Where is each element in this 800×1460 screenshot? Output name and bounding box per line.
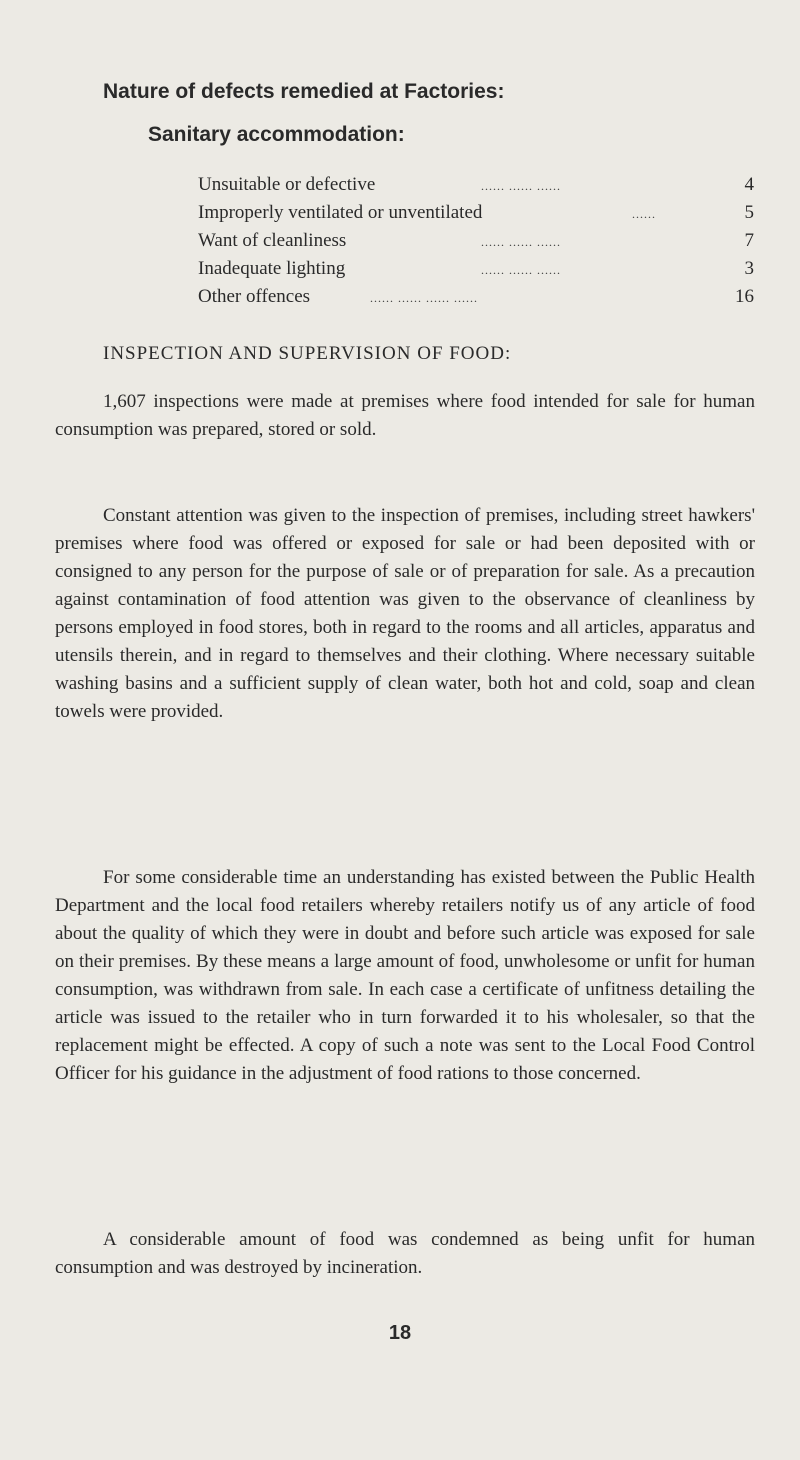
section-subheading: Sanitary accommodation: (148, 123, 405, 146)
defect-count: 3 (744, 258, 754, 279)
leader-dots: ...... ...... ...... ...... (370, 291, 478, 305)
leader-dots: ...... ...... ...... (481, 179, 561, 193)
food-inspection-title: INSPECTION AND SUPERVISION OF FOOD: (103, 343, 512, 364)
page-number: 18 (388, 1322, 412, 1344)
paragraph-inspections: 1,607 inspections were made at premises where food intended for sale for human consumption was prepared, stored or sold. (55, 391, 755, 440)
defect-count: 5 (744, 202, 754, 223)
defect-count: 16 (735, 286, 754, 307)
list-item (198, 199, 754, 227)
leader-dots: ...... ...... ...... (481, 263, 561, 277)
defect-label: Unsuitable or defective (198, 174, 376, 195)
list-item (198, 255, 754, 283)
paragraph-condemned-food: A considerable amount of food was condemned as being unfit for human consumption and was destroyed by incineration. (55, 1229, 755, 1278)
defect-label: Inadequate lighting (198, 258, 346, 279)
paragraph-premises-attention: Constant attention was given to the inspection of premises, including street hawkers' premises where food was offered or exposed for sale or had been deposited with or consigned to any person for the purpose of sale or of preparation for sale. As a precaution against contamination of food attention was given to the observance of cleanliness by persons employed in food stores, both in regard to the rooms and all articles, apparatus and utensils therein, and in regard to themselves and their clothing. Where necessary suitable washing basins and a sufficient supply of clean water, both hot and cold, soap and clean towels were provided. (55, 505, 755, 722)
list-item (198, 283, 754, 311)
defect-count: 7 (744, 230, 754, 251)
page-heading: Nature of defects remedied at Factories: (103, 80, 505, 103)
list-item (198, 227, 754, 255)
defect-label: Want of cleanliness (198, 230, 347, 251)
paragraph-retailer-understanding: For some considerable time an understanding has existed between the Public Health Department and the local food retailers whereby retailers notify us of any article of food about the quality of which they were in doubt and before such article was exposed for sale on their premises. By these means a large amount of food, unwholesome or unfit for human consumption, was withdrawn from sale. In each case a certificate of unfitness detailing the article was issued to the retailer who in turn forwarded it to his wholesaler, so that the replacement might be effected. A copy of such a note was sent to the Local Food Control Officer for his guidance in the adjustment of food rations to those concerned. (55, 867, 755, 1084)
leader-dots: ...... ...... ...... (481, 235, 561, 249)
leader-dots: ...... (632, 207, 656, 221)
list-item (198, 171, 754, 199)
defects-list (198, 171, 754, 311)
defect-label: Improperly ventilated or unventilated (198, 202, 483, 223)
defect-label: Other offences (198, 286, 311, 307)
defect-count: 4 (744, 174, 754, 195)
